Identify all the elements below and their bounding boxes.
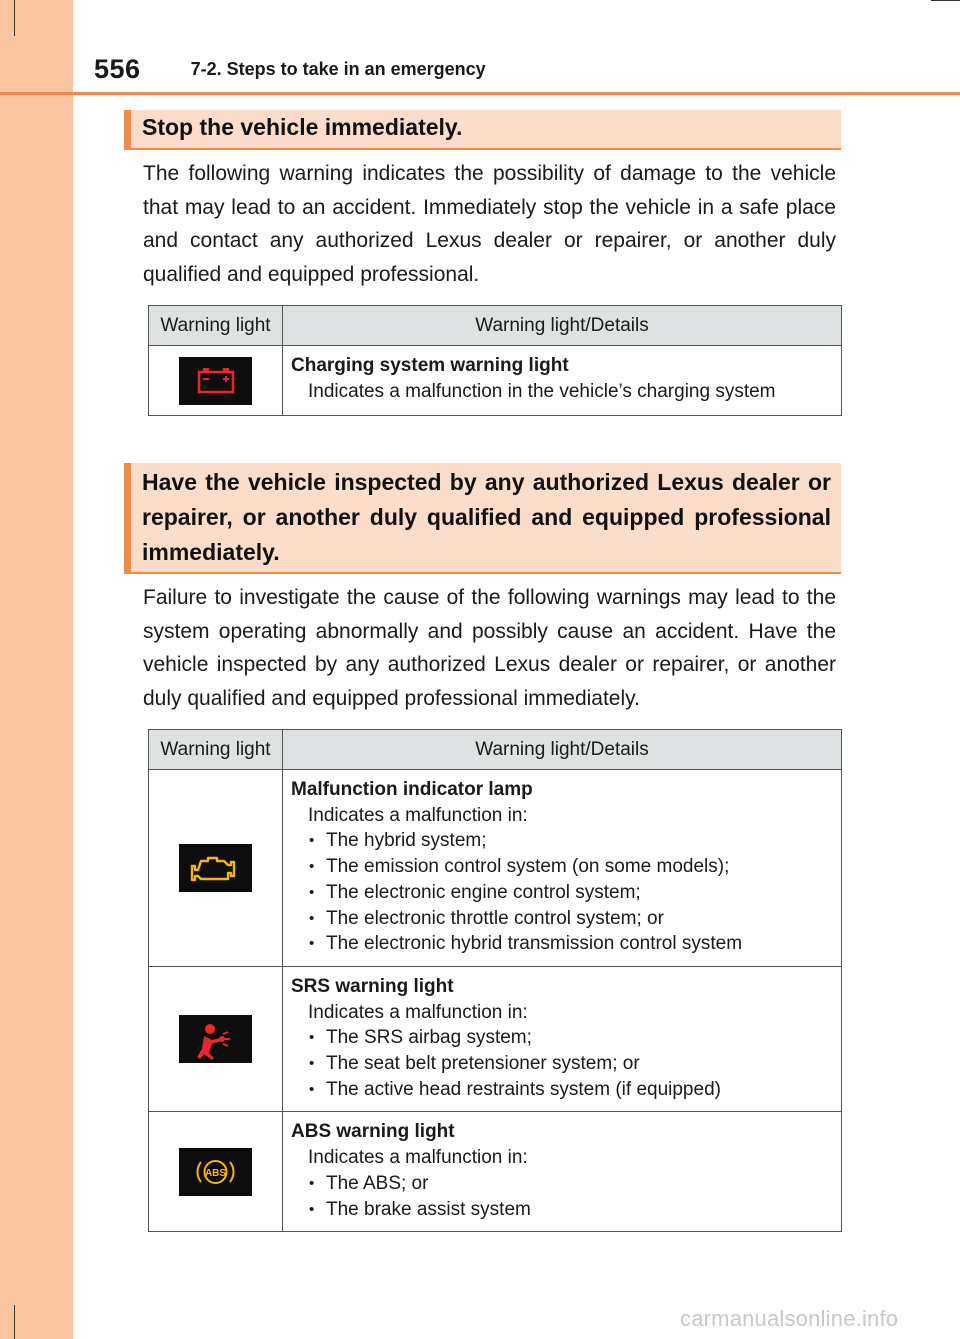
column-header-warning-light: Warning light bbox=[149, 730, 283, 770]
crop-mark-top-left bbox=[14, 0, 15, 36]
warning-description: Indicates a malfunction in: bbox=[308, 1001, 528, 1023]
section-heading-stop: Stop the vehicle immediately. bbox=[124, 110, 841, 150]
warning-title: SRS warning light bbox=[291, 975, 454, 997]
abs-icon bbox=[179, 1148, 252, 1196]
list-item: • The seat belt pretensioner system; or bbox=[308, 1051, 833, 1077]
warning-description: Indicates a malfunction in: bbox=[308, 1147, 528, 1169]
warning-title: ABS warning light bbox=[291, 1121, 455, 1143]
bullet-list bbox=[291, 1171, 833, 1222]
watermark: carmanualsonline.info bbox=[680, 1306, 899, 1331]
icon-cell bbox=[149, 346, 283, 416]
icon-cell bbox=[149, 770, 283, 967]
detail-cell bbox=[283, 770, 842, 967]
table-header-row bbox=[149, 306, 842, 346]
table-row bbox=[149, 346, 842, 416]
table-row bbox=[149, 966, 842, 1112]
side-band bbox=[0, 0, 73, 1339]
section-paragraph-inspect: Failure to investigate the cause of the following warnings may lead to the system operating abnormally and possibly cause an accident. Have the vehicle inspected by any authorized Lexus dealer or repairer, or another duly qualified and equipped professional immediately. bbox=[143, 586, 836, 710]
warning-title: Charging system warning light bbox=[291, 355, 569, 376]
detail-cell bbox=[283, 346, 842, 416]
warning-title: Malfunction indicator lamp bbox=[291, 779, 533, 800]
header-rule bbox=[0, 92, 960, 95]
section-paragraph-stop: The following warning indicates the possibility of damage to the vehicle that may lead to an accident. Immediately stop the vehicle in a safe place and contact any authorized Lexus dealer or repairer, or another duly qualified and equipped professional. bbox=[143, 162, 836, 286]
column-header-details: Warning light/Details bbox=[283, 306, 842, 346]
warning-description: Indicates a malfunction in the vehicle’s charging system bbox=[308, 380, 776, 402]
engine-icon bbox=[179, 844, 252, 892]
table-row bbox=[149, 1112, 842, 1232]
page-number: 556 bbox=[94, 54, 141, 84]
warning-table-inspect bbox=[148, 729, 842, 1232]
list-item: • The electronic engine control system; bbox=[308, 880, 833, 906]
crop-mark-top-right bbox=[931, 0, 960, 1]
battery-icon bbox=[179, 357, 252, 405]
table-header-row bbox=[149, 730, 842, 770]
detail-cell bbox=[283, 966, 842, 1112]
bullet-list bbox=[291, 828, 833, 957]
crop-mark-bottom-left bbox=[14, 1305, 15, 1339]
section-heading-inspect: Have the vehicle inspected by any authorized Lexus dealer or repairer, or another duly qualified and equipped professional immediately. bbox=[124, 463, 841, 574]
list-item: • The emission control system (on some models); bbox=[308, 854, 833, 880]
list-item: • The electronic hybrid transmission control system bbox=[308, 931, 833, 957]
warning-table-stop bbox=[148, 305, 842, 416]
list-item: • The ABS; or bbox=[308, 1171, 833, 1197]
abs-icon-label: ABS bbox=[204, 1167, 227, 1179]
list-item: • The active head restraints system (if equipped) bbox=[308, 1077, 833, 1103]
list-item: • The brake assist system bbox=[308, 1197, 833, 1223]
page-header bbox=[94, 54, 486, 90]
column-header-details: Warning light/Details bbox=[283, 730, 842, 770]
list-item: • The electronic throttle control system; or bbox=[308, 906, 833, 932]
list-item: • The hybrid system; bbox=[308, 828, 833, 854]
airbag-icon bbox=[179, 1015, 252, 1063]
icon-cell bbox=[149, 966, 283, 1112]
list-item: • The SRS airbag system; bbox=[308, 1025, 833, 1051]
warning-description: Indicates a malfunction in: bbox=[308, 804, 528, 826]
bullet-list bbox=[291, 1025, 833, 1102]
detail-cell bbox=[283, 1112, 842, 1232]
chapter-title: 7-2. Steps to take in an emergency bbox=[190, 59, 486, 79]
icon-cell bbox=[149, 1112, 283, 1232]
table-row bbox=[149, 770, 842, 967]
column-header-warning-light: Warning light bbox=[149, 306, 283, 346]
